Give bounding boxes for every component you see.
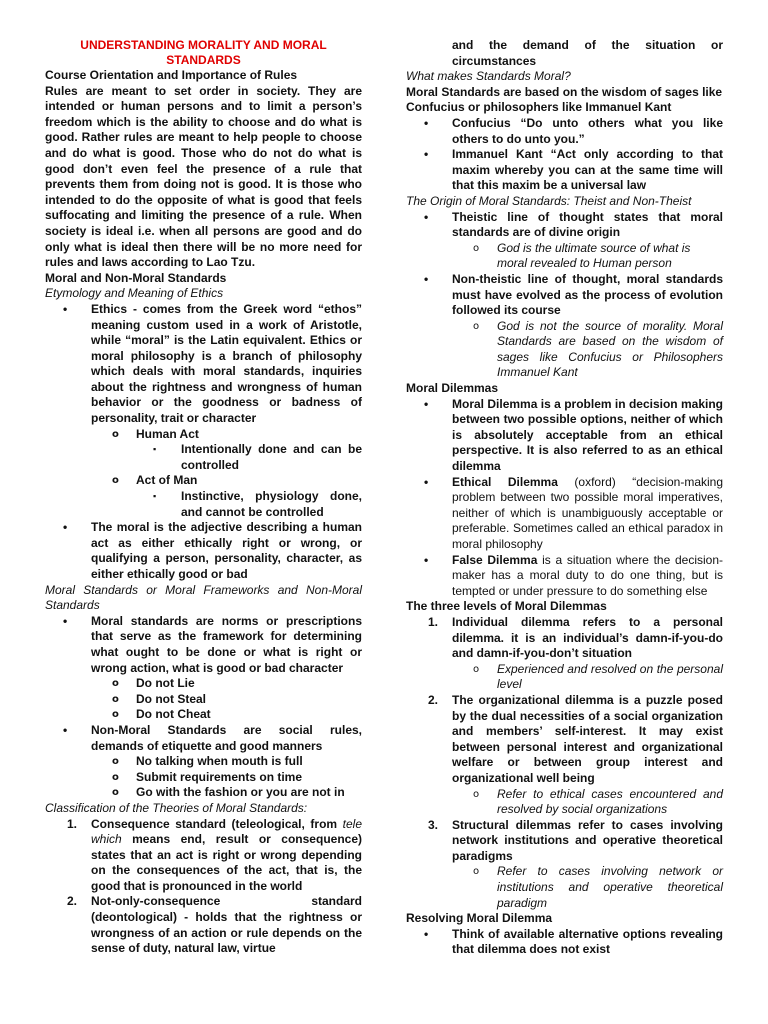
heading-moral-dilemmas: Moral Dilemmas [406, 381, 499, 396]
list-item-individual-sub [406, 662, 723, 693]
circle-marker: o [473, 663, 480, 675]
theistic-sub-text: God is the ultimate source of what is moral revealed to Human person [497, 240, 691, 271]
circle-marker: o [473, 788, 480, 800]
theistic-text: Theistic line of thought states that moral standards are of divine origin [452, 209, 723, 240]
consequence-tele: tele which [91, 816, 362, 847]
list-item-nontheistic-sub [406, 319, 723, 381]
ethics-definition: - comes from the Greek word “ethos” meaning custom used in a work of Aristotle, while “moral” is the Latin equivalent. Ethics or moral philosophy is a branch of philosophy which deals with moral standards, inquiries about the rightness and wrongness of human behavior or the goodness or badness of personality, trait or character [91, 301, 362, 426]
organizational-sub-text: Refer to ethical cases encountered and resolved by social organizations [497, 786, 723, 817]
act-of-man-description: Instinctive, physiology done, and cannot be controlled [181, 489, 362, 519]
circle-marker: o [112, 475, 119, 487]
numbered-item-structural [406, 818, 723, 865]
number-marker: 1. [428, 614, 439, 629]
list-item-act-of-man [45, 473, 362, 489]
number-marker: 2. [428, 692, 439, 707]
consequence-term: Consequence standard (teleological, from [91, 816, 343, 831]
number-marker: 1. [67, 816, 78, 831]
bullet-marker: • [424, 552, 429, 567]
bullet-marker: • [424, 396, 429, 411]
right-column [406, 38, 723, 958]
square-marker: ▪ [153, 491, 157, 502]
structural-sub-text: Refer to cases involving network or institutions and operative theoretical paradigm [497, 864, 723, 910]
list-item-moral-dilemma [406, 397, 723, 475]
do-not-steal-text: Do not Steal [136, 691, 207, 706]
bullet-marker: • [424, 271, 429, 286]
false-dilemma-term: False Dilemma [452, 552, 538, 567]
list-item-structural-sub [406, 864, 723, 911]
circle-marker: o [112, 709, 119, 721]
list-item-human-act-desc [45, 442, 362, 473]
consequence-definition: means end, result or consequence) states that an act is right or wrong depending on the consequences of the act, that is, the good that is pronounced in the world [91, 832, 362, 893]
moral-dilemma-term: Moral Dilemma [452, 396, 538, 411]
list-item-organizational-sub [406, 787, 723, 818]
list-item-nonmoral-standards [45, 723, 362, 754]
structural-dilemma-text: Structural dilemmas refer to cases involving network institutions and operative theoretical paradigms [452, 817, 723, 863]
continued-text-body: and the demand of the situation or circumstances [452, 38, 723, 68]
ethics-term: Ethics [91, 301, 128, 316]
continued-text [406, 38, 723, 69]
subheading-origin: The Origin of Moral Standards: Theist and Non-Theist [406, 193, 692, 208]
list-item-do-not-lie [45, 676, 362, 692]
circle-marker: o [112, 771, 119, 783]
number-marker: 3. [428, 817, 439, 832]
circle-marker: o [112, 693, 119, 705]
square-marker: ▪ [153, 444, 157, 455]
ethical-dilemma-definition: (oxford) “decision-making problem between two possible moral imperatives, neither of which is unambiguously acceptable or preferable. Sometimes called an ethical paradox in moral philosophy [452, 474, 724, 551]
list-item-ethics [45, 302, 362, 427]
bullet-marker: • [63, 722, 68, 737]
numbered-item-individual [406, 615, 723, 662]
subheading-etymology: Etymology and Meaning of Ethics [45, 286, 224, 301]
circle-marker: o [473, 242, 480, 254]
heading-moral-nonmoral: Moral and Non-Moral Standards [45, 270, 227, 285]
list-item-ethical-dilemma [406, 475, 723, 553]
bullet-marker: • [424, 147, 429, 162]
left-column [45, 38, 362, 957]
circle-marker: o [112, 756, 119, 768]
list-item-act-of-man-desc [45, 489, 362, 520]
numbered-item-consequence [45, 817, 362, 895]
circle-marker: o [473, 320, 480, 332]
heading-resolving: Resolving Moral Dilemma [406, 911, 553, 926]
kant-text: Immanuel Kant “Act only according to that maxim whereby you can at the same time will that this maxim be a universal law [452, 147, 723, 193]
subheading-classification: Classification of the Theories of Moral Standards: [45, 800, 308, 815]
individual-dilemma-text: Individual dilemma refers to a personal dilemma. it is an individual’s damn-if-you-do and damn-if-you-don’t situation [452, 614, 723, 661]
list-item-no-talking [45, 754, 362, 770]
nontheistic-text: Non-theistic line of thought, moral standards must have evolved as the process of evolution followed its course [452, 271, 723, 318]
list-item-moral-standards [45, 614, 362, 676]
confucius-text: Confucius “Do unto others what you like others to do unto you.” [452, 115, 723, 146]
moral-adjective-text: The moral is the adjective describing a human act as either ethically right or wrong, or qualifying a person, personality, character, as either ethically good or bad [91, 520, 362, 581]
list-item-theistic-sub [406, 241, 723, 272]
bullet-marker: • [424, 474, 429, 489]
bullet-marker: • [424, 926, 429, 941]
list-item-go-fashion [45, 785, 362, 801]
list-item-think-alternatives [406, 927, 723, 958]
false-dilemma-definition: is a situation where the decision-maker has a moral duty to do one thing, but is tempted or under pressure to do something else [452, 552, 723, 598]
document-title-line-1: UNDERSTANDING MORALITY AND MORAL [80, 38, 327, 52]
list-item-kant [406, 147, 723, 194]
document-title [45, 38, 362, 68]
circle-marker: o [112, 678, 119, 690]
number-marker: 2. [67, 894, 78, 909]
organizational-dilemma-text: The organizational dilemma is a puzzle posed by the dual necessities of a social organization and members’ self-interest. It may exist between personal interest and organizational welfare or between group interest and organizational well being [452, 692, 723, 785]
list-item-do-not-cheat [45, 707, 362, 723]
list-item-do-not-steal [45, 692, 362, 708]
go-fashion-text: Go with the fashion or you are not in [136, 785, 345, 800]
think-alternatives-text: Think of available alternative options revealing that dilemma does not exist [452, 926, 723, 957]
document-title-line-2: STANDARDS [166, 53, 241, 67]
nonmoral-term: Non-Moral Standards [91, 722, 227, 737]
circle-marker: o [112, 428, 119, 440]
circle-marker: o [473, 866, 480, 878]
numbered-item-organizational [406, 693, 723, 787]
subheading-frameworks: Moral Standards or Moral Frameworks and Non-Moral Standards [45, 582, 362, 613]
human-act-label: Human Act [136, 426, 199, 441]
numbered-item-not-only-consequence [45, 894, 362, 956]
human-act-description: Intentionally done and can be controlled [181, 442, 362, 472]
bullet-marker: • [424, 209, 429, 224]
list-item-submit-requirements [45, 770, 362, 786]
heading-three-levels: The three levels of Moral Dilemmas [406, 599, 607, 614]
bullet-marker: • [424, 115, 429, 130]
subheading-what-makes: What makes Standards Moral? [406, 69, 571, 84]
do-not-cheat-text: Do not Cheat [136, 707, 211, 722]
moral-standards-definition: are norms or prescriptions that serve as the framework for determining what ought to be done or what is right or wrong action, what is good or bad character [91, 613, 362, 675]
list-item-confucius [406, 116, 723, 147]
moral-dilemma-definition: is a problem in decision making between two possible options, neither of which is absolutely acceptable from an ethical perspective. It is also referred to as an ethical dilemma [452, 396, 723, 474]
bullet-marker: • [63, 301, 68, 316]
list-item-false-dilemma [406, 553, 723, 600]
list-item-nontheistic [406, 272, 723, 319]
paragraph-sages: Moral Standards are based on the wisdom of sages like Confucius or philosophers like Immanuel Kant [406, 84, 723, 115]
list-item-human-act [45, 427, 362, 443]
list-item-theistic [406, 210, 723, 241]
nontheistic-sub-text: God is not the source of morality. Moral Standards are based on the wisdom of sages like Confucius or Philosophers Immanuel Kant [497, 318, 723, 380]
submit-requirements-text: Submit requirements on time [136, 769, 303, 784]
list-item-moral-adjective [45, 520, 362, 582]
no-talking-text: No talking when mouth is full [136, 754, 303, 769]
bullet-marker: • [63, 613, 68, 628]
not-only-consequence-text: Not-only-consequence standard (deontological) - holds that the rightness or wrongness of an action or rule depends on the sense of duty, natural law, virtue [91, 894, 362, 956]
bullet-marker: • [63, 520, 68, 535]
individual-sub-text: Experienced and resolved on the personal level [497, 661, 723, 692]
circle-marker: o [112, 787, 119, 799]
do-not-lie-text: Do not Lie [136, 676, 195, 691]
nonmoral-definition: are social rules, demands of etiquette and good manners [91, 722, 362, 753]
heading-course-orientation: Course Orientation and Importance of Rules [45, 68, 298, 82]
paragraph-rules: Rules are meant to set order in society. They are intended or human persons and to limit a person’s freedom which is the ability to choose and do what is good. Rather rules are meant to help people to choose and do what is good. Those who do not do what is good don’t even feel the presence of a rule that prevents them from doing not is good. It is those who intended to do the opposite of what is good that feels suffocating and limiting the presence of a rule. When society is ideal i.e. when all persons are good and do only what is ideal then there will be no more need for rules and laws according to Lao Tzu. [45, 83, 362, 270]
moral-standards-term: Moral standards [91, 613, 189, 628]
act-of-man-label: Act of Man [136, 473, 198, 488]
ethical-dilemma-term: Ethical Dilemma [452, 474, 558, 489]
